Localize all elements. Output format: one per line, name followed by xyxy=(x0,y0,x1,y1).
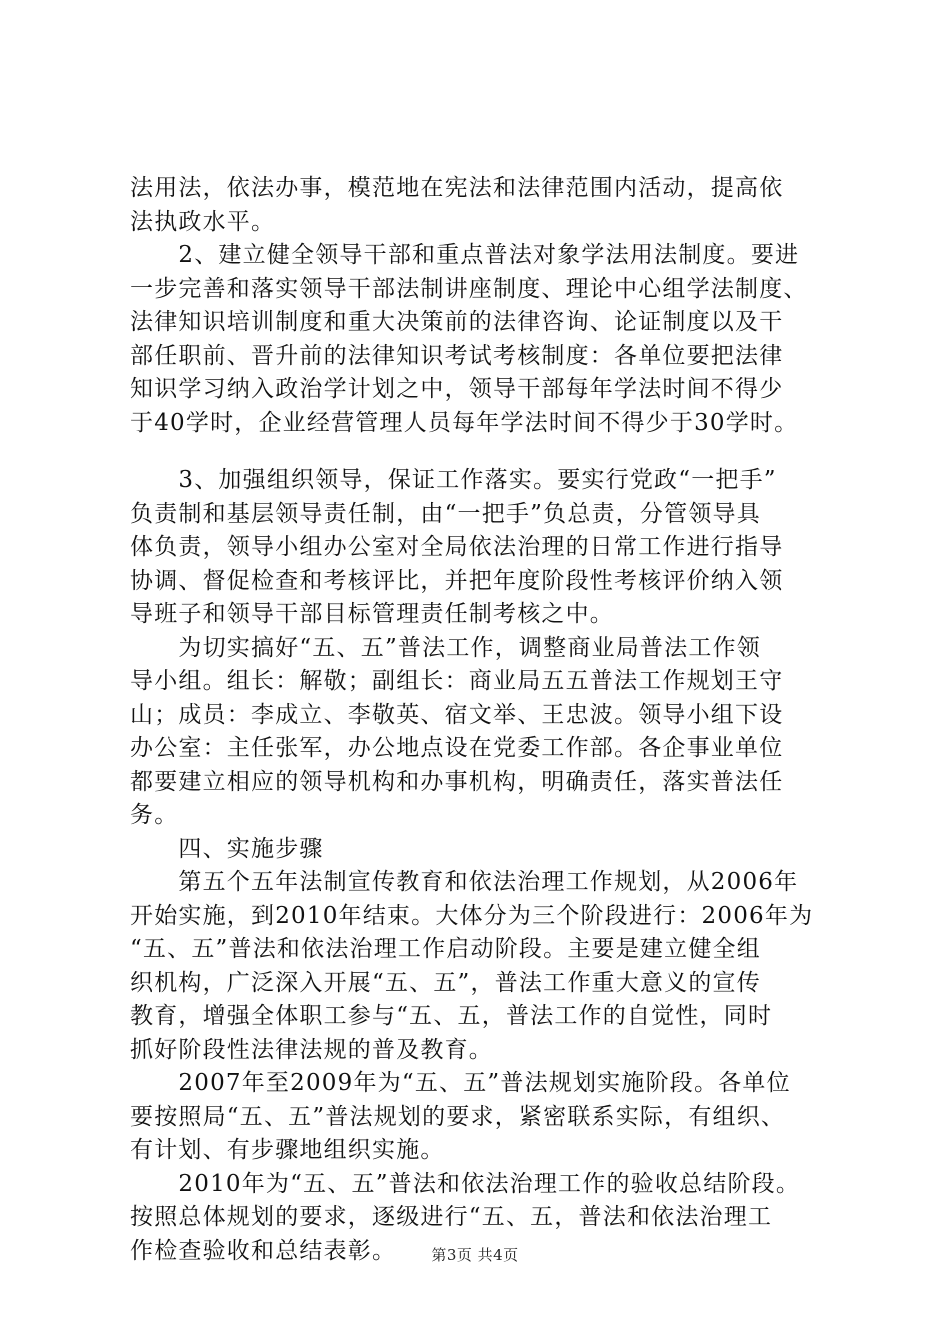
text-line: 于40学时，企业经营管理人员每年学法时间不得少于30学时。 xyxy=(130,409,799,436)
text-line: 为切实搞好“五、五”普法工作，调整商业局普法工作领 xyxy=(130,634,761,661)
text-line: 法律知识培训制度和重大决策前的法律咨询、论证制度以及干 xyxy=(130,309,784,335)
text-line: 2007年至2009年为“五、五”普法规划实施阶段。各单位 xyxy=(130,1070,791,1096)
text-line: 体负责，领导小组办公室对全局依法治理的日常工作进行指导 xyxy=(130,534,784,560)
text-line: 办公室：主任张军，办公地点设在党委工作部。各企事业单位 xyxy=(130,735,784,761)
text-line: 抓好阶段性法律法规的普及教育。 xyxy=(130,1036,493,1063)
page-number-footer: 第3页 共4页 xyxy=(431,1246,519,1264)
text-line: 教育，增强全体职工参与“五、五，普法工作的自觉性，同时 xyxy=(130,1003,773,1029)
document-body xyxy=(130,172,830,1268)
text-line: “五、五”普法和依法治理工作启动阶段。主要是建立健全组 xyxy=(130,936,761,962)
text-line: 导小组。组长：解敬；副组长：商业局五五普法工作规划王守 xyxy=(130,668,784,694)
text-line: 知识学习纳入政治学计划之中，领导干部每年学法时间不得少 xyxy=(130,376,784,402)
text-line: 导班子和领导干部目标管理责任制考核之中。 xyxy=(130,601,614,627)
text-line: 要按照局“五、五”普法规划的要求，紧密联系实际，有组织、 xyxy=(130,1103,786,1130)
text-line: 按照总体规划的要求，逐级进行“五、五，普法和依法治理工 xyxy=(130,1204,773,1230)
text-line: 3、加强组织领导，保证工作落实。要实行党政“一把手” xyxy=(130,467,777,493)
text-line: 一步完善和落实领导干部法制讲座制度、理论中心组学法制度、 xyxy=(130,275,808,302)
text-line: 开始实施，到2010年结束。大体分为三个阶段进行：2006年为 xyxy=(130,902,814,929)
text-line: 协调、督促检查和考核评比，并把年度阶段性考核评价纳入领 xyxy=(130,567,784,594)
text-line: 2010年为“五、五”普法和依法治理工作的验收总结阶段。 xyxy=(130,1170,801,1197)
text-line: 织机构，广泛深入开展“五、五”，普法工作重大意义的宣传 xyxy=(130,969,761,996)
paragraph-gap xyxy=(130,440,830,464)
text-line: 都要建立相应的领导机构和办事机构，明确责任，落实普法任 xyxy=(130,768,784,795)
text-line: 2、建立健全领导干部和重点普法对象学法用法制度。要进 xyxy=(130,242,800,268)
text-line: 务。 xyxy=(130,802,179,828)
text-line: 第五个五年法制宣传教育和依法治理工作规划，从2006年 xyxy=(130,869,799,895)
text-line: 有计划、有步骤地组织实施。 xyxy=(130,1137,445,1163)
text-line: 山；成员：李成立、李敬英、宿文举、王忠波。领导小组下设 xyxy=(130,701,784,728)
text-line: 负责制和基层领导责任制，由“一把手”负总责，分管领导具 xyxy=(130,500,761,527)
section-heading: 四、实施步骤 xyxy=(130,835,324,862)
text-line: 作检查验收和总结表彰。 xyxy=(130,1237,397,1264)
text-line: 法执政水平。 xyxy=(130,208,276,235)
text-line: 法用法，依法办事，模范地在宪法和法律范围内活动，提高依 xyxy=(130,175,784,201)
text-line: 部任职前、晋升前的法律知识考试考核制度：各单位要把法律 xyxy=(130,342,784,369)
